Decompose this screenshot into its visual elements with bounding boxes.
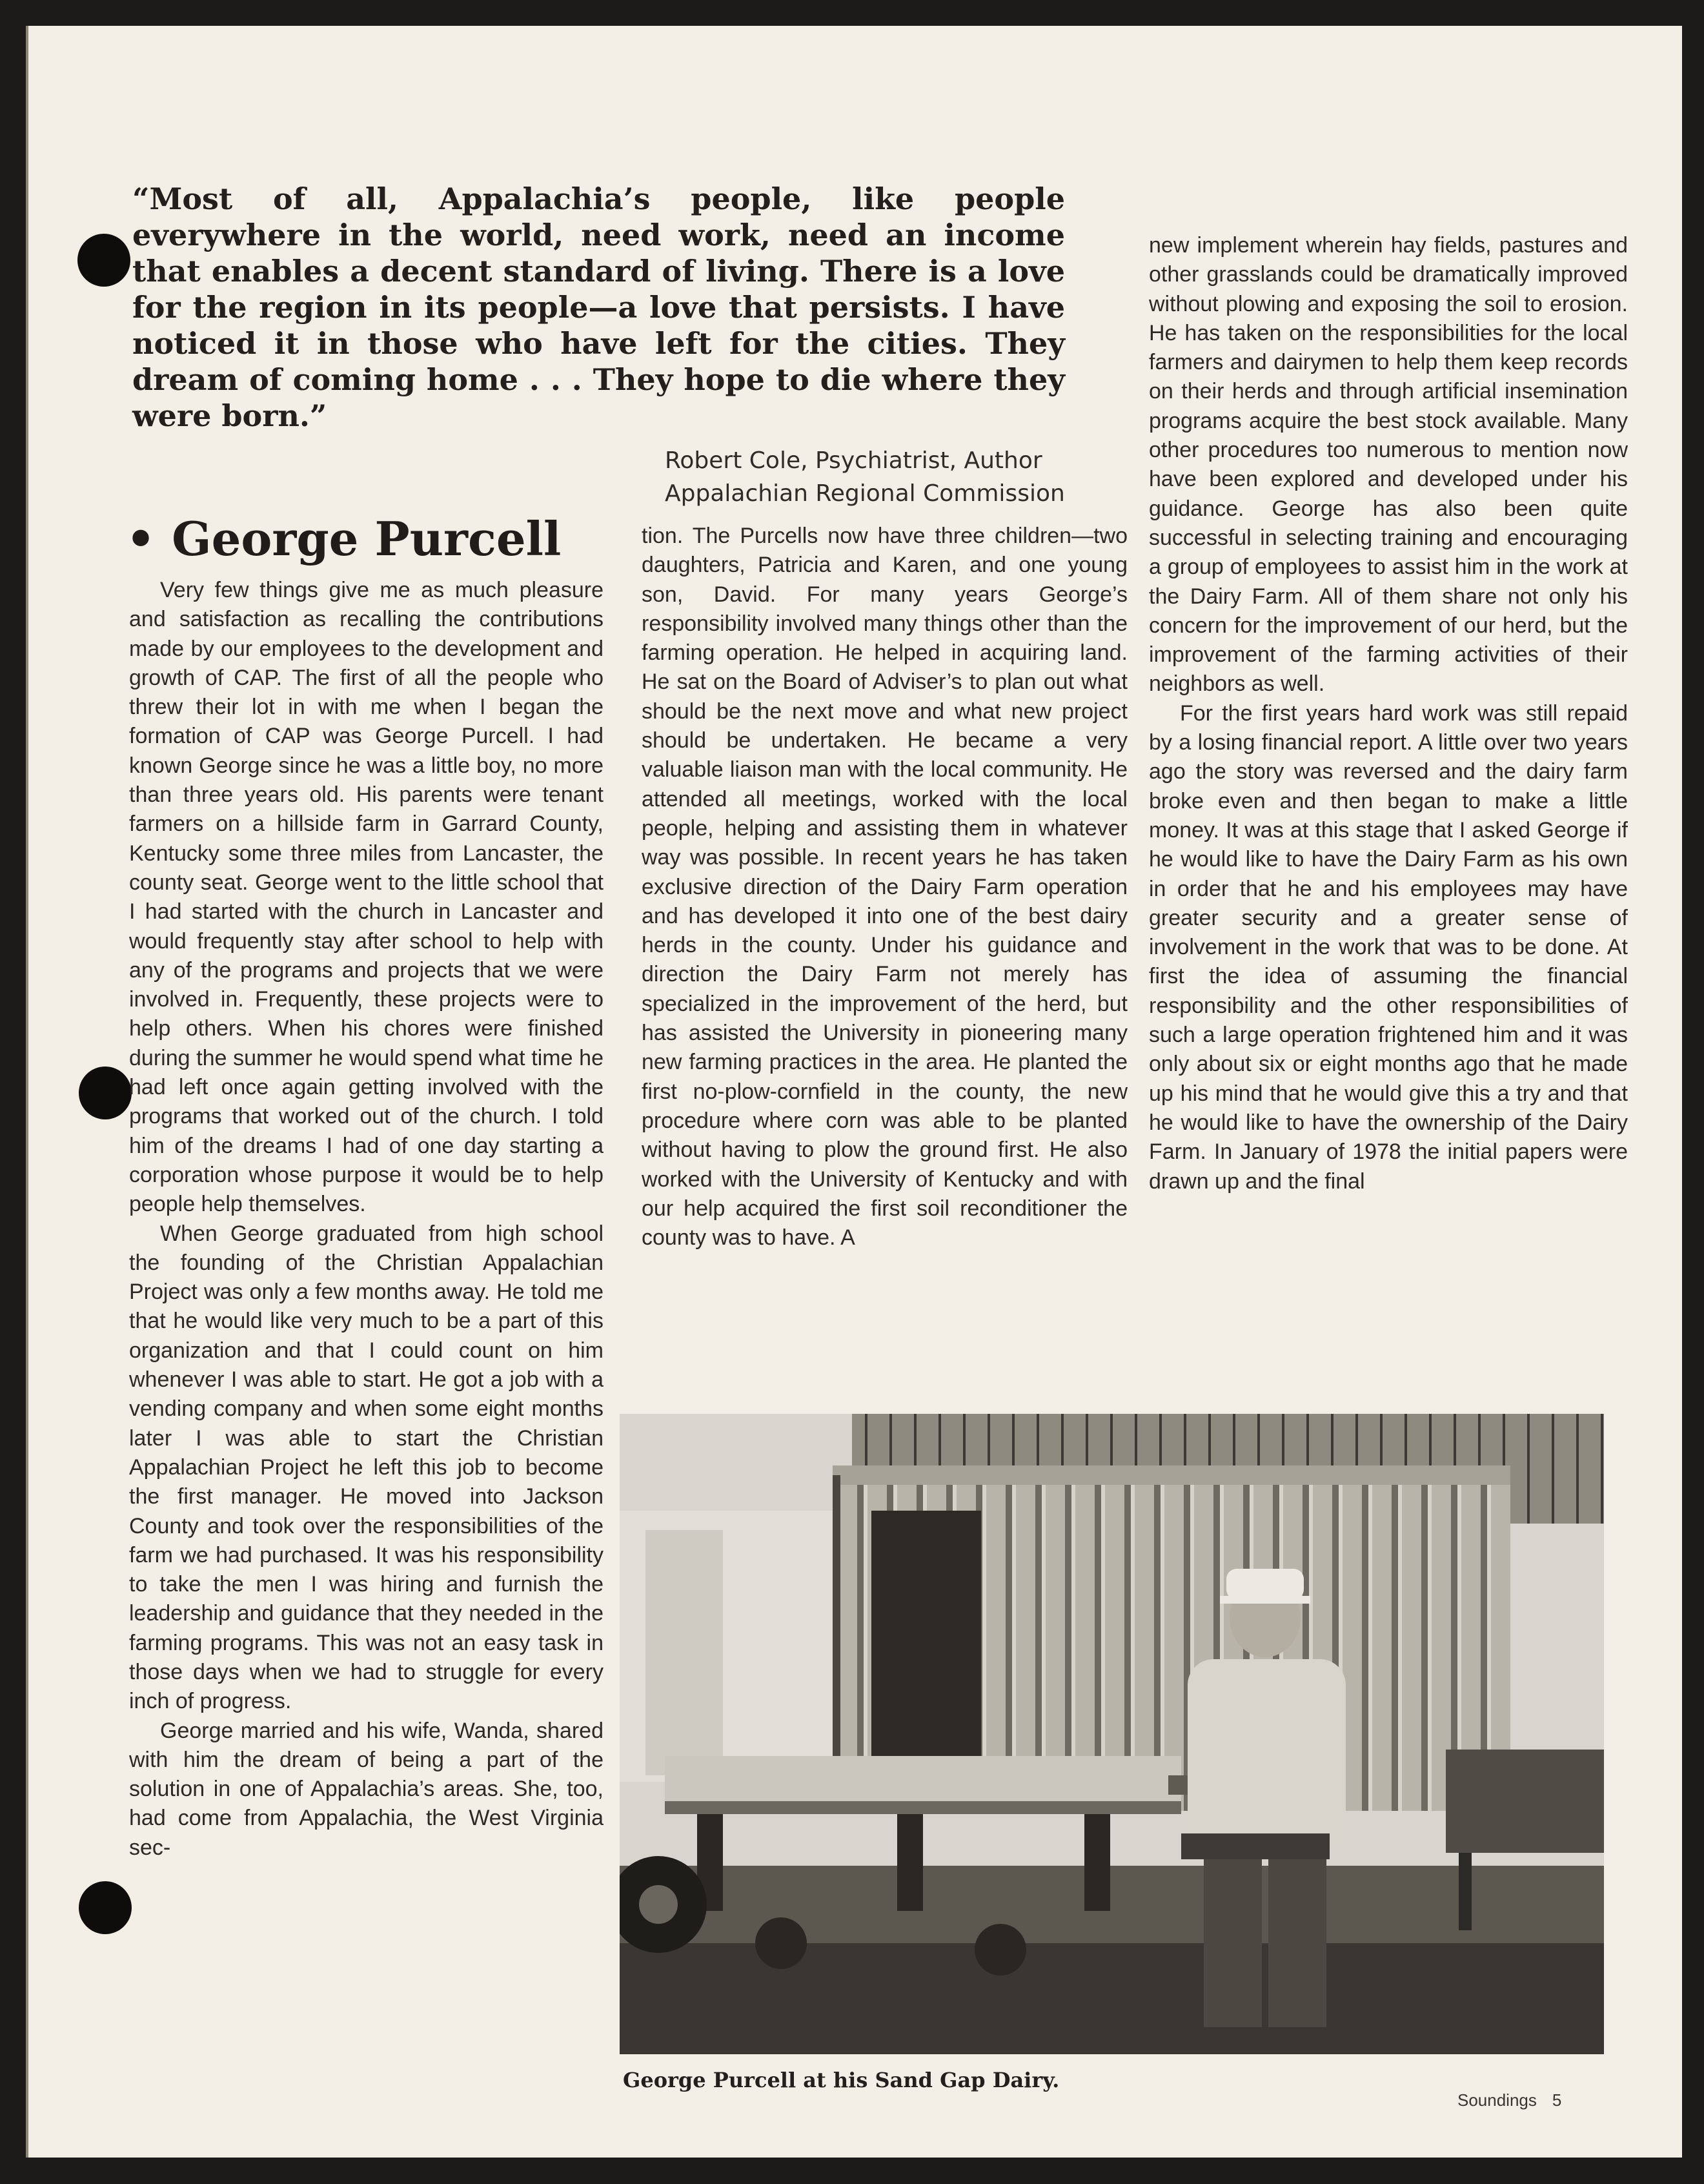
page-footer <box>1457 2090 1561 2110</box>
article-paragraph: For the first years hard work was still repaid by a losing financial report. A little over two years ago the story was reversed and the dairy farm broke even and then began to make a little money. It was at this stage that I asked George if he would like to have the Dairy Farm as his own in order that he and his employees may have greater security and a greater sense of involvement in the work that was to be done. At first the idea of assuming the financial responsibility and the other responsibilities of such a large operation frightened him and it was only about six or eight months ago that he made up his mind that he would give this a try and that he would like to have the ownership of the Dairy Farm. In January of 1978 the initial papers were drawn up and the final <box>1149 700 1628 1194</box>
article-paragraph: Very few things give me as much pleasure and satisfaction as recalling the contributions made by our employees to the development and growth of CAP. The first of all the people who threw their lot in with me when I began the formation of CAP was George Purcell. I had known George since he was a little boy, no more than three years old. His parents were tenant farmers on a hillside farm in Garrard County, Kentucky some three miles from Lancaster, the county seat. George went to the little school that I had started with the church in Lancaster and would frequently stay after school to help with any of the programs and projects that we were involved in. Frequently, these projects were to help others. When his chores were finished during the summer he would spend what time he had left once again getting involved with the programs that worked out of the church. I told him of the dreams I had of one day starting a corporation whose purpose it would be to help people help themselves. <box>129 578 604 1217</box>
article-paragraph: new implement wherein hay fields, pastures and other grasslands could be dramatically improved without plowing and exposing the soil to erosion. He has taken on the responsibilities for the local farmers and dairymen to help them keep records on their herds and through artificial insemination programs acquire the best stock available. Many other procedures too numerous to mention now have been explored and developed under his guidance. George has also been quite successful in selecting training and encouraging a group of employees to assist him in the work at the Dairy Farm. All of them share not only his concern for the improvement of our herd, but the improvement of the farming activities of their neighbors as well. <box>1149 233 1628 697</box>
article-paragraph: When George graduated from high school the founding of the Christian Appalachian Project was only a few months away. He told me that he would like very much to be a part of this organization and that I could count on him whenever I was able to start. He got a job with a vending company and when some eight months later I was able to start the Christian Appalachian Project he left this job to become the first manager. He moved into Jackson County and took over the responsibilities of the farm we had purchased. It was his responsibility to take the men I was hiring and furnish the leadership and guidance that they needed in the farming programs. This was not an easy task in those days when we had to struggle for every inch of progress. <box>129 1221 604 1714</box>
dairy-photo-illustration <box>620 1414 1604 2054</box>
dairy-photo <box>620 1414 1604 2054</box>
binder-hole-middle <box>79 1066 132 1119</box>
magazine-page <box>26 26 1682 2158</box>
pull-quote: “Most of all, Appalachia’s people, like people everywhere in the world, need work, need an income that enables a decent standard of living. There is a love for the region in its people—a love that persists. I have noticed it in those who have left for the cities. They dream of coming home . . . They hope to die where they were born.” <box>132 181 1065 433</box>
article-paragraph: tion. The Purcells now have three children—two daughters, Patricia and Karen, and one young son, David. For many years George’s responsibility involved many things other than the farming operation. He helped in acquiring land. He sat on the Board of Adviser’s to plan out what should be the next move and what new project should be undertaken. He became a very valuable liaison man with the local community. He attended all meetings, worked with the local people, helping and assisting them in whatever way was possible. In recent years he has taken exclusive direction of the Dairy Farm operation and has developed it into one of the best dairy herds in the county. Under his guidance and direction the Dairy Farm not merely has specialized in the improvement of the herd, but has assisted the University in pioneering many new farming practices in the area. He planted the first no-plow-cornfield in the county, the new procedure where corn was able to be planted without having to plow the ground first. He also worked with the University of Kentucky and with our help acquired the first soil reconditioner the county was to have. A <box>642 524 1128 1250</box>
binder-hole-bottom <box>79 1881 132 1934</box>
attribution-author: Robert Cole, Psychiatrist, Author <box>665 447 1042 474</box>
article-column-2 <box>642 522 1128 1252</box>
article-column-1 <box>129 576 604 1863</box>
photo-caption: George Purcell at his Sand Gap Dairy. <box>623 2068 1060 2092</box>
attribution-organization: Appalachian Regional Commission <box>665 480 1065 507</box>
article-paragraph: George married and his wife, Wanda, shared with him the dream of being a part of the solution in one of Appalachia’s areas. She, too, had come from Appalachia, the West Virginia sec- <box>129 1718 604 1860</box>
page-number: 5 <box>1552 2090 1562 2110</box>
article-heading: • George Purcell <box>126 511 562 566</box>
quote-attribution <box>665 444 1130 510</box>
binder-hole-top <box>77 234 130 287</box>
page-spine-edge <box>26 26 28 2158</box>
publication-name: Soundings <box>1457 2090 1537 2110</box>
article-column-3 <box>1149 231 1628 1196</box>
